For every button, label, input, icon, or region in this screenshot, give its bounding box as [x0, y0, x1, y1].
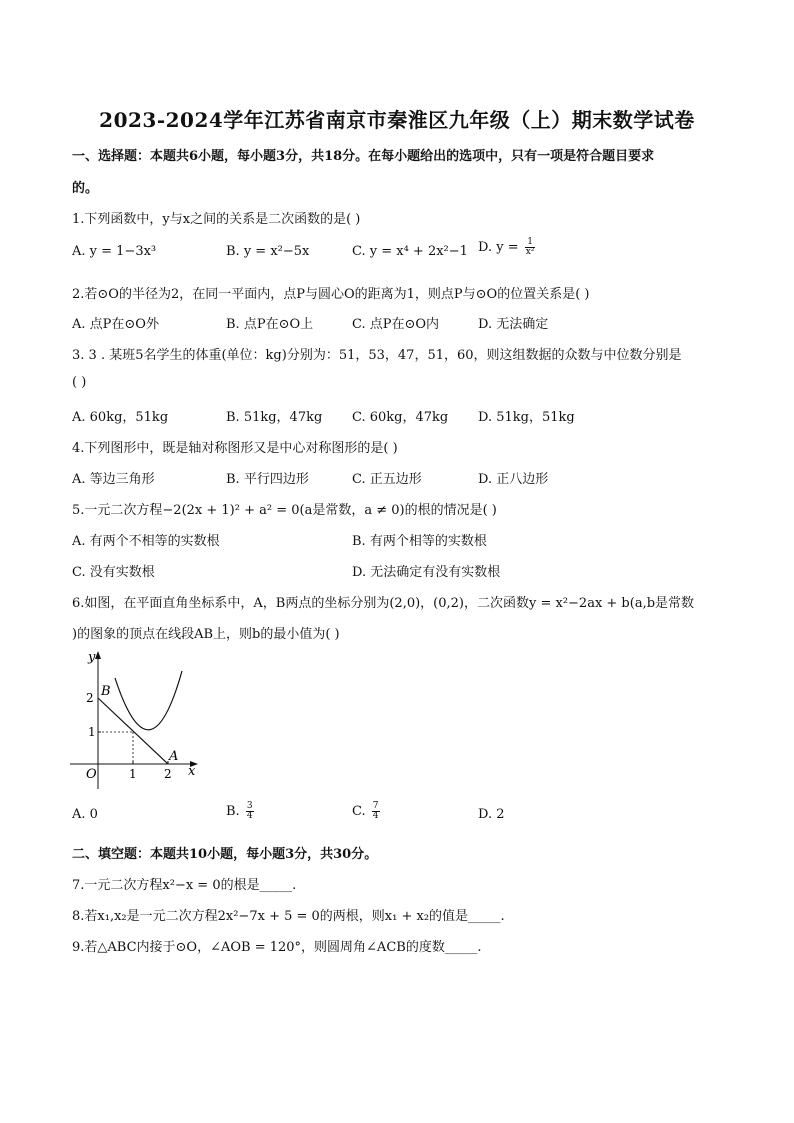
question-4-option-d: D. 正八边形 [478, 472, 549, 487]
question-6-stem-line2: )的图象的顶点在线段AB上，则b的最小值为( ) [72, 627, 340, 642]
question-6-option-c-label: C. [352, 804, 366, 819]
question-2-option-c: C. 点P在⊙O内 [352, 317, 440, 332]
question-2-option-b: B. 点P在⊙O上 [226, 317, 314, 332]
question-3-stem-line1: 3. 3 . 某班5名学生的体重(单位：kg)分别为：51，53，47，51，60，则这组数据的众数与中位数分别是 [72, 348, 682, 363]
question-3-option-b: B. 51kg，47kg [226, 410, 323, 425]
question-5-option-c: C. 没有实数根 [72, 565, 155, 580]
fraction-numerator: 3 [246, 801, 253, 811]
question-6-option-b-fraction [246, 802, 254, 821]
question-2-option-d: D. 无法确定 [478, 317, 549, 332]
fraction-denominator: x² [525, 247, 535, 257]
point-b-label: B [101, 684, 111, 699]
y-axis-label: y [88, 650, 96, 665]
x-tick-label-1: 1 [129, 767, 137, 781]
section1-header-line2: 的。 [72, 181, 99, 196]
page-title: 2023-2024学年江苏省南京市秦淮区九年级（上）期末数学试卷 [99, 108, 695, 132]
question-3-option-c: C. 60kg，47kg [352, 410, 449, 425]
question-8-stem: 8.若x₁,x₂是一元二次方程2x²−7x + 5 = 0的两根，则x₁ + x₂的值是_____. [72, 909, 505, 924]
parabola-curve [115, 671, 182, 730]
question-6-option-c [352, 802, 380, 821]
question-4-stem: 4.下列图形中，既是轴对称图形又是中心对称图形的是( ) [72, 441, 398, 456]
segment-ab [98, 698, 168, 764]
y-tick-label-2: 2 [86, 691, 94, 705]
question-1-option-d [478, 238, 535, 257]
y-tick-label-1: 1 [88, 725, 96, 739]
question-5-option-d: D. 无法确定有没有实数根 [352, 565, 501, 580]
question-5-option-b: B. 有两个相等的实数根 [352, 534, 487, 549]
fraction-denominator: 4 [372, 811, 379, 821]
question-9-stem: 9.若△ABC内接于⊙O，∠AOB = 120°，则圆周角∠ACB的度数_____. [72, 940, 482, 955]
question-1-stem: 1.下列函数中，y与x之间的关系是二次函数的是( ) [72, 212, 361, 227]
question-2-option-a: A. 点P在⊙O外 [72, 317, 159, 332]
origin-label: O [86, 767, 97, 782]
question-3-option-a: A. 60kg，51kg [72, 410, 169, 425]
section1-header-line1: 一、选择题：本题共6小题，每小题3分，共18分。在每小题给出的选项中，只有一项是符合题目要求 [72, 149, 655, 164]
question-6-option-b-label: B. [226, 804, 240, 819]
y-axis-arrow-icon [95, 651, 101, 659]
question-6-option-b [226, 802, 254, 821]
question-4-option-a: A. 等边三角形 [72, 472, 155, 487]
question-6-stem-line1: 6.如图，在平面直角坐标系中，A，B两点的坐标分别为(2,0)，(0,2)，二次函数y = x²−2ax + b(a,b是常数 [72, 596, 695, 611]
question-3-stem-line2: ( ) [72, 375, 87, 390]
fraction-numerator: 1 [525, 238, 536, 248]
fraction-denominator: 4 [246, 811, 253, 821]
fraction-numerator: 7 [372, 801, 379, 811]
question-5-option-a: A. 有两个不相等的实数根 [72, 534, 220, 549]
question-6-figure [70, 643, 210, 793]
question-1-option-a: A. y = 1−3x³ [72, 244, 157, 259]
question-1-option-b: B. y = x²−5x [226, 244, 310, 259]
question-5-stem: 5.一元二次方程−2(2x + 1)² + a² = 0(a是常数，a ≠ 0)的根的情况是( ) [72, 503, 497, 518]
question-4-option-c: C. 正五边形 [352, 472, 422, 487]
question-3-option-d: D. 51kg，51kg [478, 410, 575, 425]
section2-header: 二、填空题：本题共10小题，每小题3分，共30分。 [72, 847, 378, 862]
question-7-stem: 7.一元二次方程x²−x = 0的根是_____. [72, 878, 297, 893]
x-axis-label: x [188, 764, 196, 779]
question-1-option-d-label: D. y = [478, 240, 519, 255]
question-1-option-d-fraction [525, 238, 536, 257]
question-6-option-d: D. 2 [478, 807, 505, 822]
question-6-option-a: A. 0 [72, 807, 98, 822]
question-2-stem: 2.若⊙O的半径为2，在同一平面内，点P与圆心O的距离为1，则点P与⊙O的位置关系是( ) [72, 287, 590, 302]
question-4-option-b: B. 平行四边形 [226, 472, 309, 487]
question-6-option-c-fraction [372, 802, 380, 821]
question-1-option-c: C. y = x⁴ + 2x²−1 [352, 244, 468, 259]
point-a-label: A [169, 749, 179, 764]
x-tick-label-2: 2 [164, 767, 172, 781]
